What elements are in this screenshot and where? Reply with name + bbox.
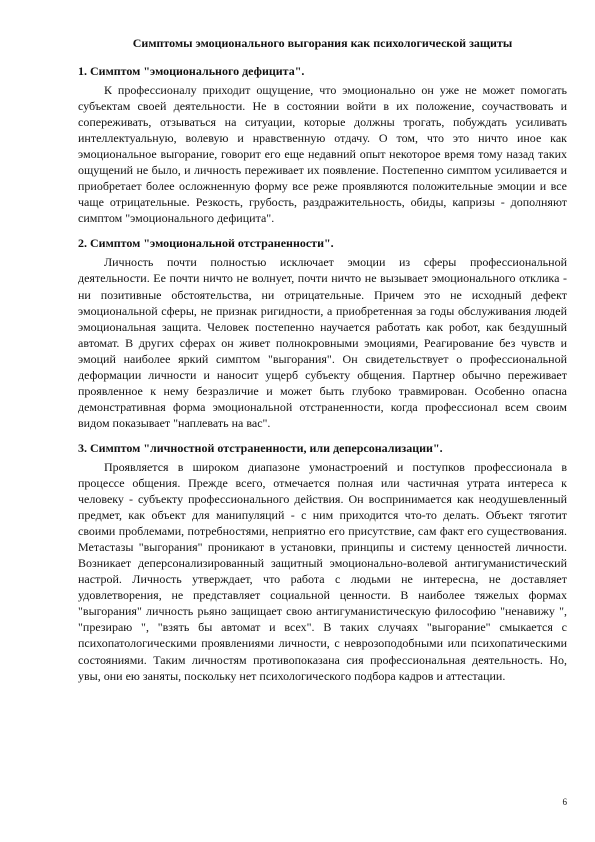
section-depersonalization — [78, 441, 567, 684]
section-paragraph: К профессионалу приходит ощущение, что эмоционально он уже не может помогать субъектам своей деятельности. Не в состоянии войти в их положение, соучаствовать и сопереживать, отзываться на ситуации, которые должны трогать, побуждать усиливать интеллектуальную, волевую и нравственную отдачу. О том, что это ничто иное как эмоциональное выгорание, говорит его еще недавний опыт некоторое время тому назад таких ощущений не было, и личность переживает их появление. Постепенно симптом усиливается и приобретает более осложненную форму все реже проявляются положительные эмоции и все чаще отрицательные. Резкость, грубость, раздражительность, обиды, капризы - дополняют симптом "эмоционального дефицита". — [78, 83, 567, 226]
document-title: Симптомы эмоционального выгорания как психологической защиты — [132, 36, 513, 50]
page-number: 6 — [562, 797, 567, 807]
section-emotional-deficit — [78, 64, 567, 226]
document-page — [78, 36, 567, 694]
section-heading: 1. Симптом "эмоционального дефицита". — [78, 64, 305, 78]
section-heading: 2. Симптом "эмоциональной отстраненности". — [78, 236, 334, 251]
section-paragraph: Проявляется в широком диапазоне умонастроений и поступков профессионала в процессе общения. Прежде всего, отмечается полная или частичная утрата интереса к человеку - субъекту профессионального действия. Он воспринимается как неодушевленный предмет, как объект для манипуляций - с ним приходится что-то делать. Объект тяготит своими проблемами, потребностями, неприятно его присутствие, сам факт его существования. Метастазы "выгорания" проникают в установки, принципы и систему ценностей личности. Возникает деперсонализированный защитный эмоционально-волевой антигуманистический настрой. Личность утверждает, что работа с людьми не интересна, не доставляет удовлетворения, не представляет социальной ценности. В наиболее тяжелых формах "выгорания" личность рьяно защищает свою антигуманистическую философию "ненавижу ", "презираю ", "взять бы автомат и всех". В таких случаях "выгорание" смыкается с психопатологическими проявлениями личности, с неврозоподобными или психопатическими состояниями. Таким личностям противопоказана сия профессиональная деятельность. Но, увы, они ею заняты, поскольку нет психологического подбора кадров и аттестации. — [78, 459, 567, 683]
section-paragraph: Личность почти полностью исключает эмоции из сферы профессиональной деятельности. Ее почти ничто не волнует, почти ничто не вызывает эмоционального отклика - ни позитивные обстоятельства, ни отрицательные. Причем это не исходный дефект эмоциональной сферы, не признак ригидности, а приобретенная за годы обслуживания людей эмоциональная защита. Человек постепенно научается работать как робот, как бездушный автомат. В других сферах он живет полнокровными эмоциями, Реагирование без чувств и эмоций наиболее яркий симптом "выгорания". Он свидетельствует о профессиональной деформации личности и наносит ущерб субъекту общения. Партнер обычно переживает проявленное к нему безразличие и может быть глубоко травмирован. Особенно опасна демонстративная форма эмоциональной отстраненности, когда профессионал всем своим видом показывает "наплевать на вас". — [78, 255, 567, 430]
section-heading: 3. Симптом "личностной отстраненности, или деперсонализации". — [78, 440, 443, 455]
section-emotional-detachment — [78, 236, 567, 431]
